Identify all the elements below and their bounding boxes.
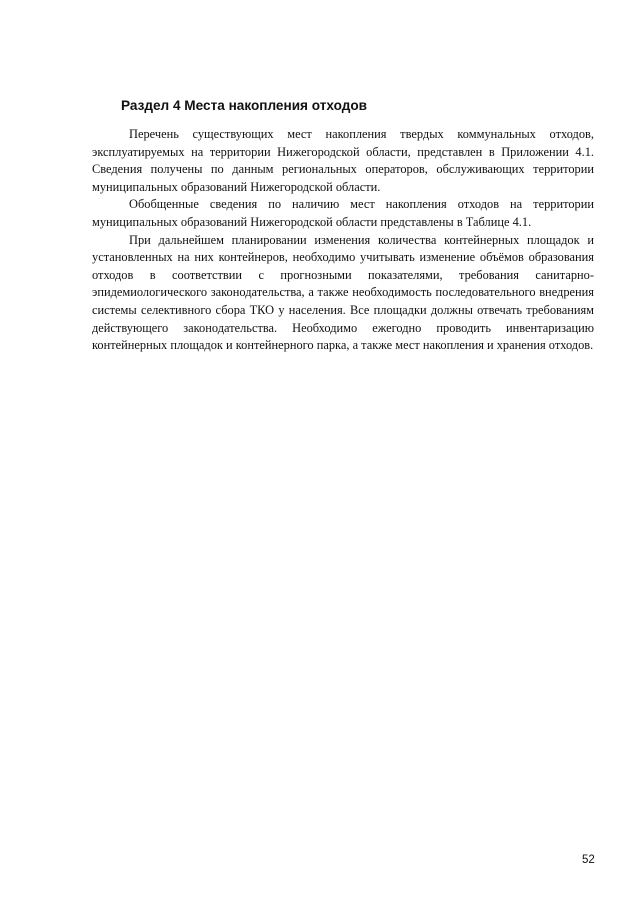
paragraph-summary-table: Обобщенные сведения по наличию мест накопления отходов на территории муниципальных образований Нижегородской области представлены в Таблице 4.1. [92, 197, 594, 229]
paragraph-planning: При дальнейшем планировании изменения количества контейнерных площадок и установленных на них контейнеров, необходимо учитывать изменение объёмов образования отходов в соответствии с прогнозными показателями, требования санитарно-эпидемиологического законодательства, а также необходимость последовательного внедрения системы селективного сбора ТКО у населения. Все площадки должны отвечать требованиям действующего законодательства. Необходимо ежегодно проводить инвентаризацию контейнерных площадок и контейнерного парка, а также мест накопления и хранения отходов. [92, 232, 594, 353]
paragraph-containers-list: Перечень существующих мест накопления твердых коммунальных отходов, эксплуатируемых на территории Нижегородской области, представлен в Приложении 4.1. Сведения получены по данным региональных операторов, обслуживающих территории муниципальных образований Нижегородской области. [92, 127, 594, 194]
section-heading: Раздел 4 Места накопления отходов [121, 98, 368, 113]
page-number: 52 [582, 854, 595, 866]
section-body [92, 126, 594, 355]
